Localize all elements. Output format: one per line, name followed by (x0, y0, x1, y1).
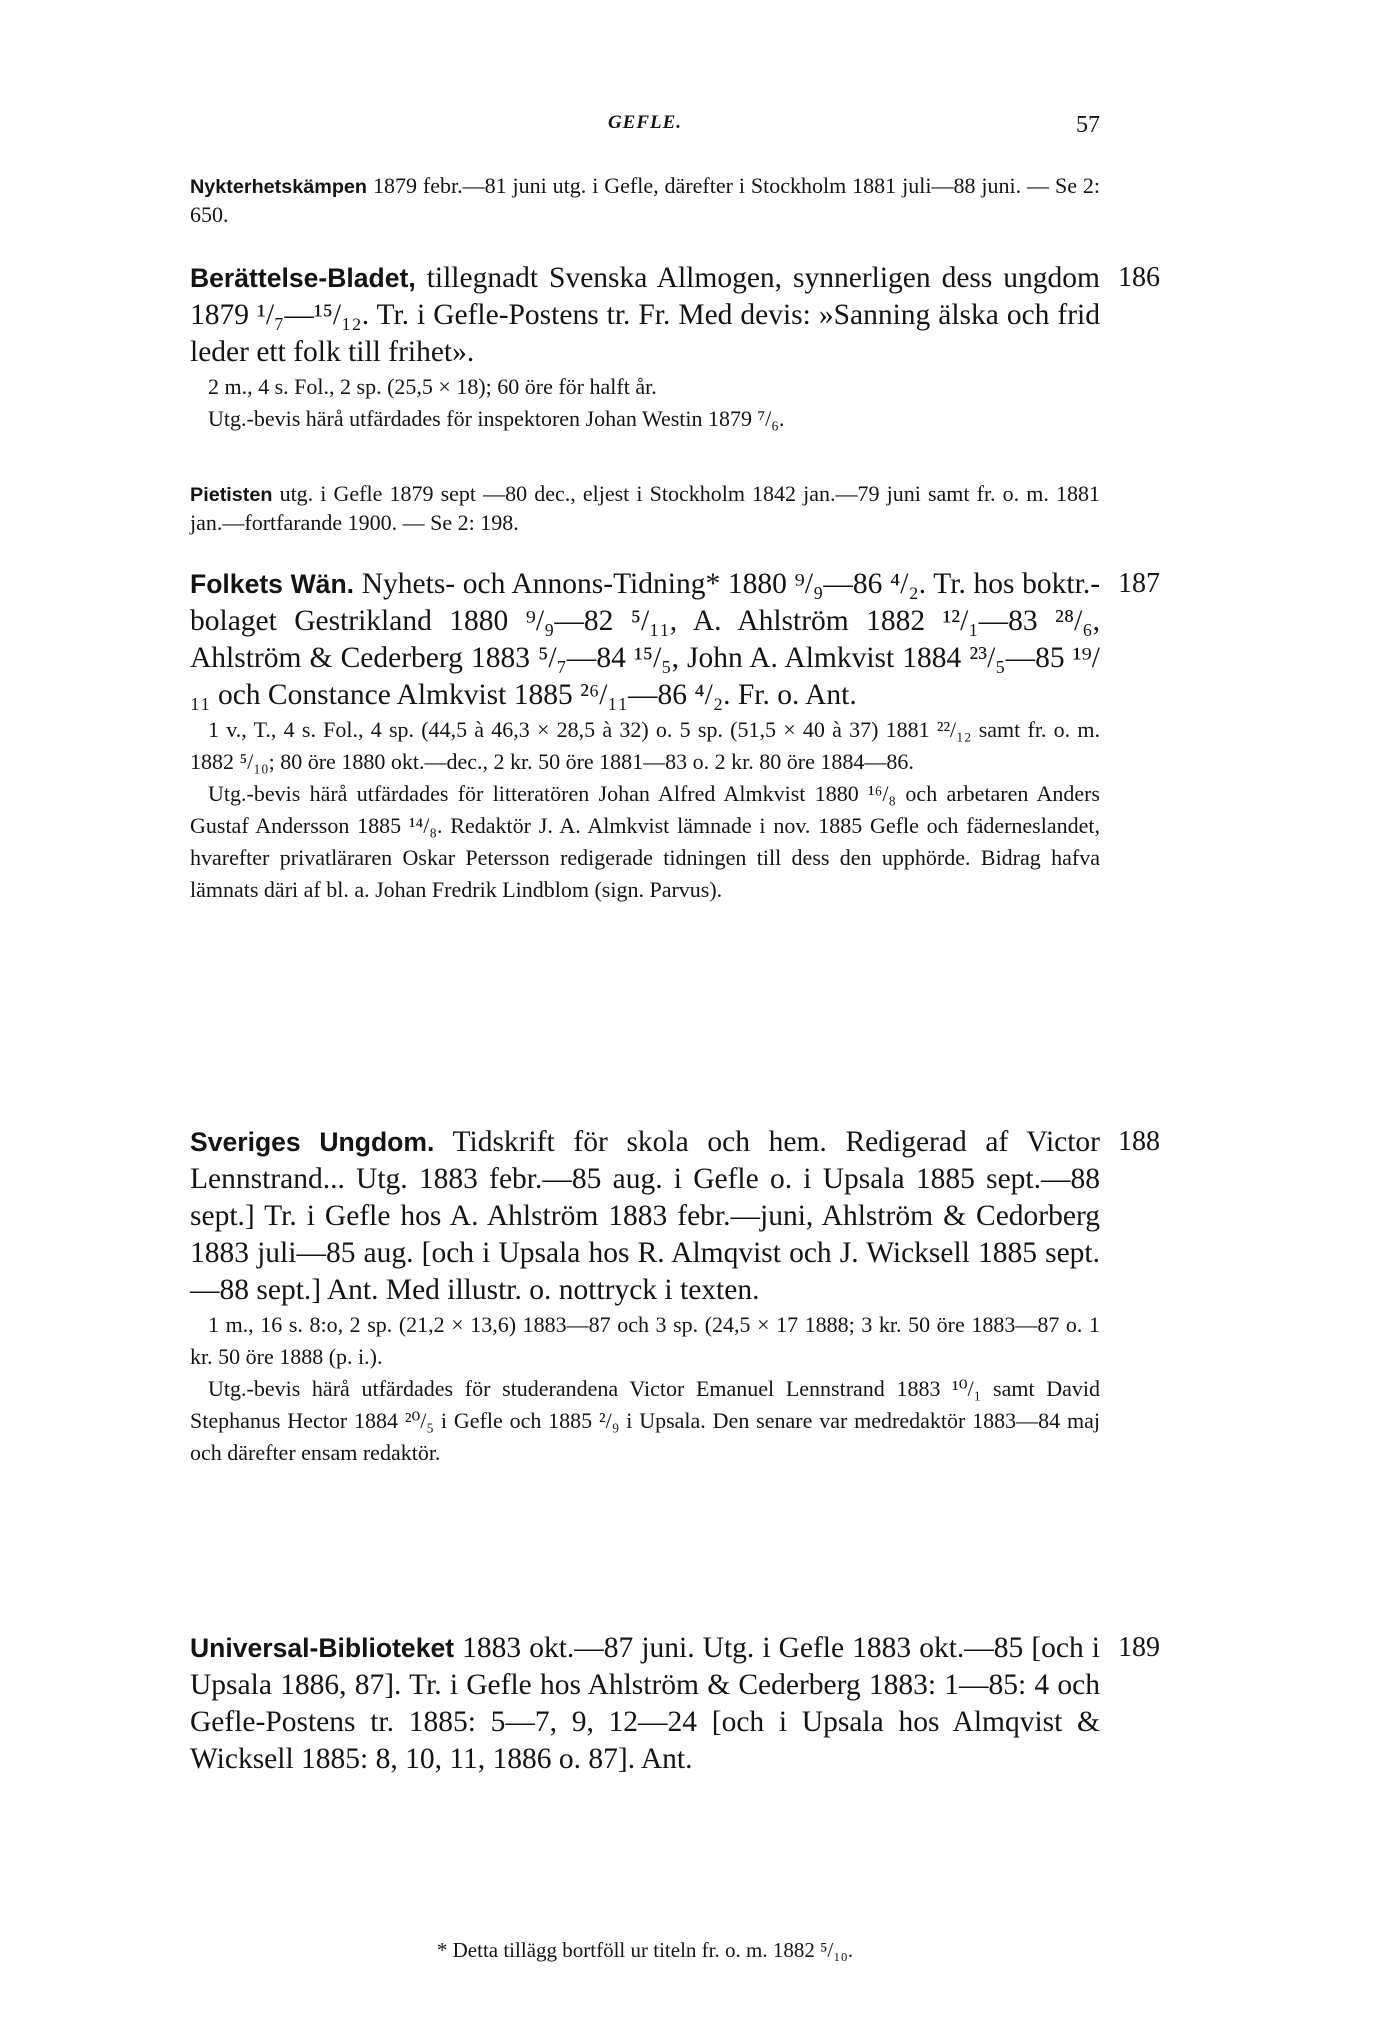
entry-headword: Universal-Biblioteket (190, 1633, 455, 1663)
entry-main-text: 1883 okt.—87 juni. Utg. i Gefle 1883 okt.—85 [och i Upsala 1886, 87]. Tr. i Gefle hos Ahlström & Cederberg 1883: 1—85: 4 och Gefle-Postens tr. 1885: 5—7, 9, 12—24 [och i Upsala hos Almqvist & Wicksell 1885: 8, 10, 11, 1886 o. 87]. Ant. (190, 1632, 1101, 1775)
entry-detail: 1 v., T., 4 s. Fol., 4 sp. (44,5 à 46,3 × 28,5 à 32) o. 5 sp. (51,5 × 40 à 37) 1881 ²²/₁₂ samt fr. o. m. 1882 ⁵/₁₀; 80 öre 1880 okt.—dec., 2 kr. 50 öre 1881—83 o. 2 kr. 80 öre 1884—86. (190, 717, 1100, 774)
entry-main-text: tillegnadt Svenska Allmogen, synnerligen dess ungdom 1879 ¹/₇—¹⁵/₁₂. Tr. i Gefle-Postens tr. Fr. Med devis: »Sanning älska och frid leder ett folk till frihet». (190, 262, 1101, 368)
page-number: 57 (1076, 112, 1100, 138)
entry-detail: Utg.-bevis härå utfärdades för inspektoren Johan Westin 1879 ⁷/₆. (208, 406, 785, 431)
entry-folkets-wan (190, 566, 1100, 906)
entry-nykterhetskampen (190, 172, 1100, 228)
entry-main-text: Nyhets- och Annons-Tidning* 1880 ⁹/₉—86 ⁴/₂. Tr. hos boktr.-bolaget Gestrikland 1880 ⁹/₉—82 ⁵/₁₁, A. Ahlström 1882 ¹²/₁—83 ²⁸/₆, Ahlström & Cederberg 1883 ⁵/₇—84 ¹⁵/₅, John A. Almkvist 1884 ²³/₅—85 ¹⁹/₁₁ och Constance Almkvist 1885 ²⁶/₁₁—86 ⁴/₂. Fr. o. Ant. (190, 568, 1101, 711)
entry-text: utg. i Gefle 1879 sept —80 dec., eljest i Stockholm 1842 jan.—79 juni samt fr. o. m. 1881 jan.—fortfarande 1900. — Se 2: 198. (190, 481, 1100, 535)
entry-number: 189 (1118, 1632, 1160, 1663)
entry-detail: Utg.-bevis härå utfärdades för studerandena Victor Emanuel Lennstrand 1883 ¹⁰/₁ samt David Stephanus Hector 1884 ²⁰/₅ i Gefle och 1885 ²/₉ i Upsala. Den senare var medredaktör 1883—84 maj och därefter ensam redaktör. (190, 1376, 1100, 1465)
entry-headword: Berättelse-Bladet, (190, 263, 416, 293)
entry-universal-biblioteket (190, 1630, 1100, 1778)
entry-berattelse-bladet (190, 260, 1100, 435)
entry-headword: Folkets Wän. (190, 569, 355, 599)
entry-number: 188 (1118, 1126, 1160, 1157)
entry-detail: Utg.-bevis härå utfärdades för litteratören Johan Alfred Almkvist 1880 ¹⁶/₈ och arbetaren Anders Gustaf Andersson 1885 ¹⁴/₈. Redaktör J. A. Almkvist lämnade i nov. 1885 Gefle och fäderneslandet, hvarefter privatläraren Oskar Petersson redigerade tidningen till dess den upphörde. Bidrag hafva lämnats däri af bl. a. Johan Fredrik Lindblom (sign. Parvus). (190, 781, 1100, 902)
entry-text: 1879 febr.—81 juni utg. i Gefle, därefter i Stockholm 1881 juli—88 juni. — Se 2: 650. (190, 173, 1101, 227)
footnote: * Detta tillägg bortföll ur titeln fr. o. m. 1882 ⁵/₁₀. (436, 1938, 854, 1962)
running-head-title: GEFLE. (607, 112, 683, 133)
entry-pietisten (190, 480, 1100, 536)
entry-number: 187 (1118, 568, 1160, 599)
entry-headword: Sveriges Ungdom. (190, 1127, 435, 1157)
entry-detail: 1 m., 16 s. 8:o, 2 sp. (21,2 × 13,6) 1883—87 och 3 sp. (24,5 × 17 1888; 3 kr. 50 öre 1883—87 o. 1 kr. 50 öre 1888 (p. i.). (190, 1312, 1100, 1369)
entry-main-text: Tidskrift för skola och hem. Redigerad af Victor Lennstrand... Utg. 1883 febr.—85 aug. i Gefle o. i Upsala 1885 sept.—88 sept.] Tr. i Gefle hos A. Ahlström 1883 febr.—juni, Ahlström & Cedorberg 1883 juli—85 aug. [och i Upsala hos R. Almqvist och J. Wicksell 1885 sept.—88 sept.] Ant. Med illustr. o. nottryck i texten. (190, 1126, 1101, 1306)
running-head (190, 112, 1100, 152)
entry-headword: Nykterhetskämpen (190, 176, 368, 198)
entry-sveriges-ungdom (190, 1124, 1100, 1469)
entry-detail: 2 m., 4 s. Fol., 2 sp. (25,5 × 18); 60 öre för halft år. (208, 374, 657, 399)
entry-number: 186 (1118, 262, 1160, 293)
entry-headword: Pietisten (190, 484, 273, 506)
